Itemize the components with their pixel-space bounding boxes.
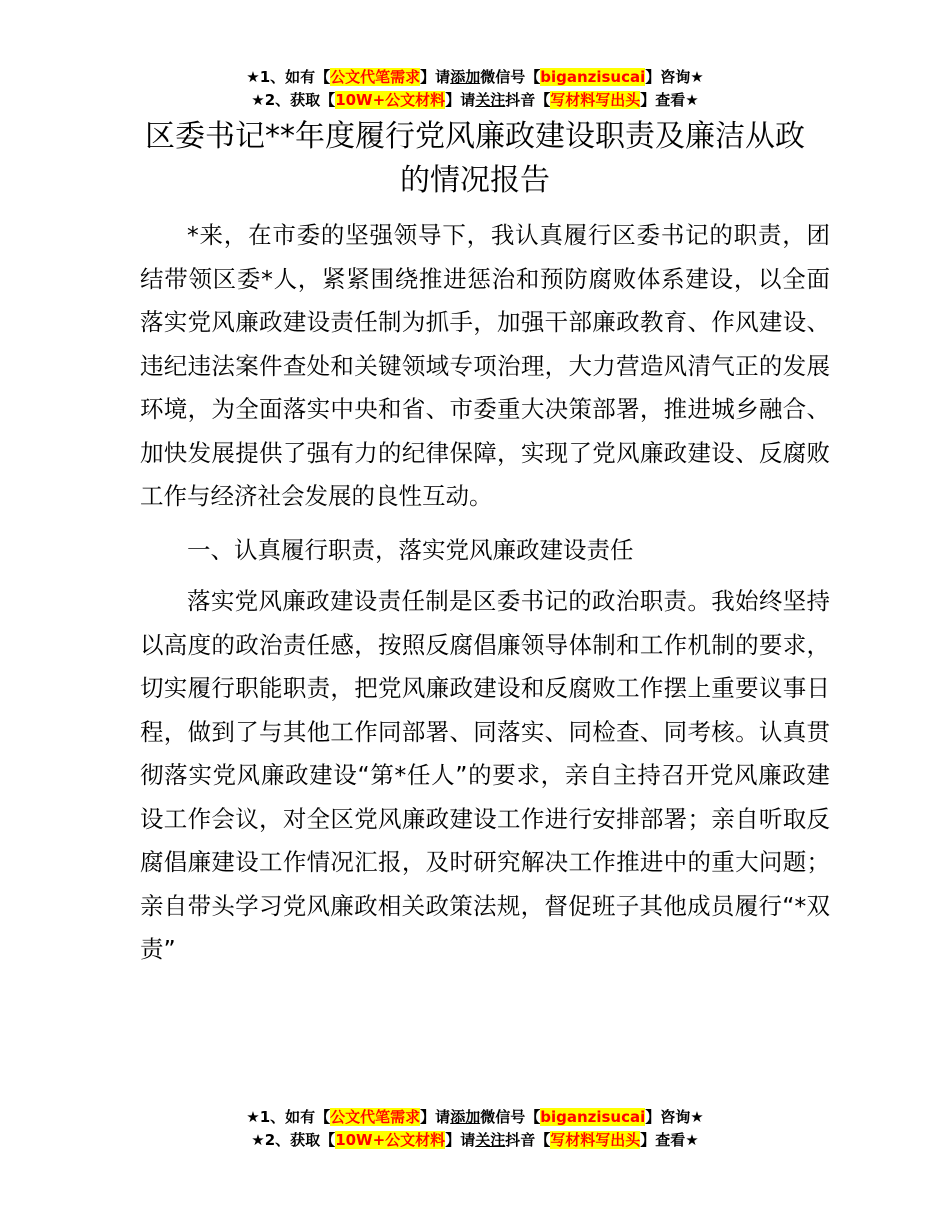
promo-underline: 添加 bbox=[450, 68, 481, 86]
promo-text: 抖音【 bbox=[505, 1131, 551, 1149]
promo-text: ★1、如有【 bbox=[246, 68, 331, 86]
promo-text: 微信号【 bbox=[480, 1108, 541, 1126]
promo-line-1 bbox=[0, 66, 950, 89]
promo-underline: 关注 bbox=[475, 1131, 506, 1149]
promo-text: 】咨询★ bbox=[645, 1108, 704, 1126]
promo-text: ★1、如有【 bbox=[246, 1108, 331, 1126]
promo-text: ★2、获取【 bbox=[251, 1131, 336, 1149]
promo-highlight: 写材料写出头 bbox=[550, 1131, 641, 1149]
promo-line-2 bbox=[0, 1129, 950, 1152]
promo-highlight: biganzisucai bbox=[540, 1108, 646, 1126]
promo-banner-bottom bbox=[0, 1106, 950, 1152]
promo-line-2 bbox=[0, 89, 950, 112]
promo-banner-top bbox=[0, 66, 950, 112]
promo-text: 】请 bbox=[445, 91, 476, 109]
promo-text: 】请 bbox=[420, 68, 451, 86]
promo-line-1 bbox=[0, 1106, 950, 1129]
promo-text: ★2、获取【 bbox=[251, 91, 336, 109]
promo-highlight: 公文代笔需求 bbox=[330, 1108, 421, 1126]
promo-highlight: biganzisucai bbox=[540, 68, 646, 86]
promo-underline: 添加 bbox=[450, 1108, 481, 1126]
promo-underline: 关注 bbox=[475, 91, 506, 109]
body-paragraph-1: *来，在市委的坚强领导下，我认真履行区委书记的职责，团结带领区委*人，紧紧围绕推进惩治和预防腐败体系建设，以全面落实党风廉政建设责任制为抓手，加强干部廉政教育、作风建设、违纪违法案件查处和关键领域专项治理，大力营造风清气正的发展环境，为全面落实中央和省、市委重大决策部署，推进城乡融合、加快发展提供了强有力的纪律保障，实现了党风廉政建设、反腐败工作与经济社会发展的良性互动。 bbox=[140, 221, 830, 510]
promo-text: 】请 bbox=[445, 1131, 476, 1149]
promo-text: 】查看★ bbox=[640, 91, 699, 109]
promo-text: 】咨询★ bbox=[645, 68, 704, 86]
promo-text: 微信号【 bbox=[480, 68, 541, 86]
document-title: 区委书记**年度履行党风廉政建设职责及廉洁从政的情况报告 bbox=[145, 119, 805, 198]
section-heading-1: 一、认真履行职责，落实党风廉政建设责任 bbox=[187, 536, 634, 564]
promo-text: 】查看★ bbox=[640, 1131, 699, 1149]
body-paragraph-2: 落实党风廉政建设责任制是区委书记的政治职责。我始终坚持以高度的政治责任感，按照反腐倡廉领导体制和工作机制的要求，切实履行职能职责，把党风廉政建设和反腐败工作摆上重要议事日程，做到了与其他工作同部署、同落实、同检查、同考核。认真贯彻落实党风廉政建设“第*任人”的要求，亲自主持召开党风廉政建设工作会议，对全区党风廉政建设工作进行安排部署；亲自听取反腐倡廉建设工作情况汇报，及时研究解决工作推进中的重大问题；亲自带头学习党风廉政相关政策法规，督促班子其他成员履行“*双责” bbox=[140, 587, 830, 963]
promo-text: 抖音【 bbox=[505, 91, 551, 109]
promo-text: 】请 bbox=[420, 1108, 451, 1126]
promo-highlight: 写材料写出头 bbox=[550, 91, 641, 109]
promo-highlight: 10W+公文材料 bbox=[335, 1131, 446, 1149]
promo-highlight: 10W+公文材料 bbox=[335, 91, 446, 109]
promo-highlight: 公文代笔需求 bbox=[330, 68, 421, 86]
